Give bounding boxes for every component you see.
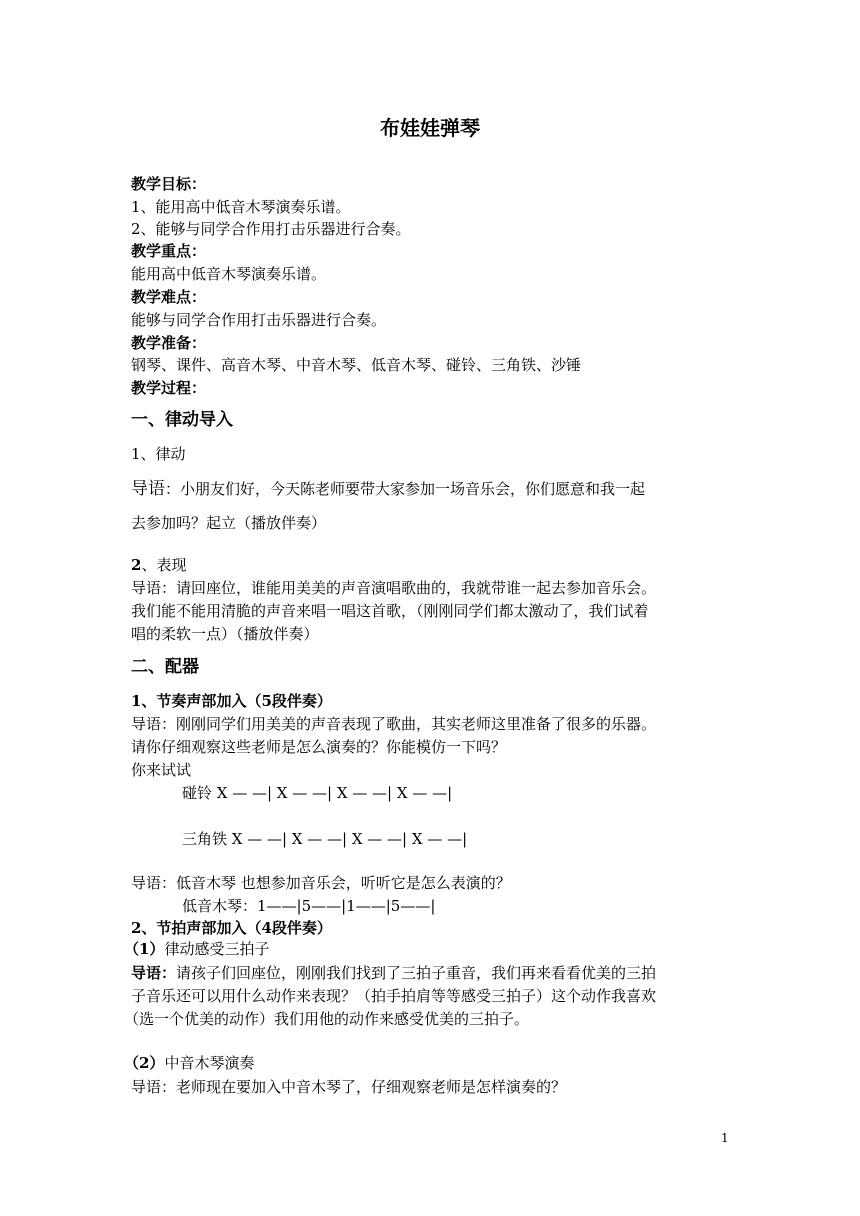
guide-text: （选一个优美的动作）我们用他的动作来感受优美的三拍子。 (124, 1010, 530, 1028)
preparation-heading: 教学准备： (131, 334, 207, 352)
guide-label: 导语： (131, 964, 177, 982)
section1-item2 (131, 554, 186, 576)
subsection-heading: 2、节拍声部加入（4段伴奏） (131, 919, 332, 937)
score-line: 低音木琴：1——|5——|1——|5——| (182, 897, 436, 915)
section2-heading: 二、配器 (131, 657, 199, 677)
guide-text: 子音乐还可以用什么动作来表现？（拍手拍肩等等感受三拍子）这个动作我喜欢 (131, 987, 657, 1005)
item-number: 2 (131, 556, 142, 574)
rhythm-pattern: 三角铁 X — —| X — —| X — —| X — —| (182, 830, 468, 848)
guide-paragraph (131, 478, 645, 500)
page-number: 1 (721, 1131, 729, 1145)
guide-text: 我们能不能用清脆的声音来唱一唱这首歌，（刚刚同学们都太激动了，我们试着 (131, 602, 649, 620)
difficulty-text: 能够与同学合作用打击乐器进行合奏。 (131, 311, 387, 329)
key-point-text: 能用高中低音木琴演奏乐谱。 (131, 265, 327, 283)
difficulty-heading: 教学难点： (131, 288, 207, 306)
item-label: 律动感受三拍子 (164, 940, 270, 958)
objectives-heading: 教学目标： (131, 175, 207, 193)
guide-text: 请你仔细观察这些老师是怎么演奏的？你能模仿一下吗？ (131, 738, 507, 756)
key-point-heading: 教学重点： (131, 242, 207, 260)
guide-text: 导语：刚刚同学们用美美的声音表现了歌曲，其实老师这里准备了很多的乐器。 (131, 715, 657, 733)
guide-text: 你来试试 (131, 761, 192, 779)
item-label: 、表现 (141, 556, 187, 574)
guide-label: 导语 (131, 479, 165, 499)
item-number: （1） (124, 940, 165, 958)
preparation-text: 钢琴、课件、高音木琴、中音木琴、低音木琴、碰铃、三角铁、沙锤 (131, 356, 582, 374)
subsection-heading: 1、节奏声部加入（5段伴奏） (131, 692, 332, 710)
objective-item: 2、能够与同学合作用打击乐器进行合奏。 (131, 220, 411, 238)
section1-item1: 1、律动 (131, 445, 186, 463)
guide-text: 去参加吗？起立（播放伴奏） (131, 514, 327, 532)
objective-item: 1、能用高中低音木琴演奏乐谱。 (131, 198, 351, 216)
process-heading: 教学过程： (131, 379, 207, 397)
guide-text: ：小朋友们好，今天陈老师要带大家参加一场音乐会，你们愿意和我一起 (165, 480, 646, 498)
subsection-item (124, 938, 269, 960)
guide-text: 唱的柔软一点）（播放伴奏） (131, 625, 319, 643)
guide-text: 导语：请回座位，谁能用美美的声音演唱歌曲的，我就带谁一起去参加音乐会。 (131, 579, 657, 597)
guide-text: 请孩子们回座位，刚刚我们找到了三拍子重音，我们再来看看优美的三拍 (176, 964, 657, 982)
item-number: （2） (124, 1054, 165, 1072)
guide-text: 导语：老师现在要加入中音木琴了，仔细观察老师是怎样演奏的？ (131, 1078, 567, 1096)
document-title: 布娃娃弹琴 (380, 116, 480, 140)
subsection-item (124, 1052, 254, 1074)
guide-text: 导语：低音木琴 也想参加音乐会，听听它是怎么表演的？ (131, 874, 511, 892)
rhythm-pattern: 碰铃 X — —| X — —| X — —| X — —| (182, 784, 453, 802)
guide-paragraph (131, 962, 656, 984)
section1-heading: 一、律动导入 (131, 410, 233, 430)
item-label: 中音木琴演奏 (164, 1054, 255, 1072)
